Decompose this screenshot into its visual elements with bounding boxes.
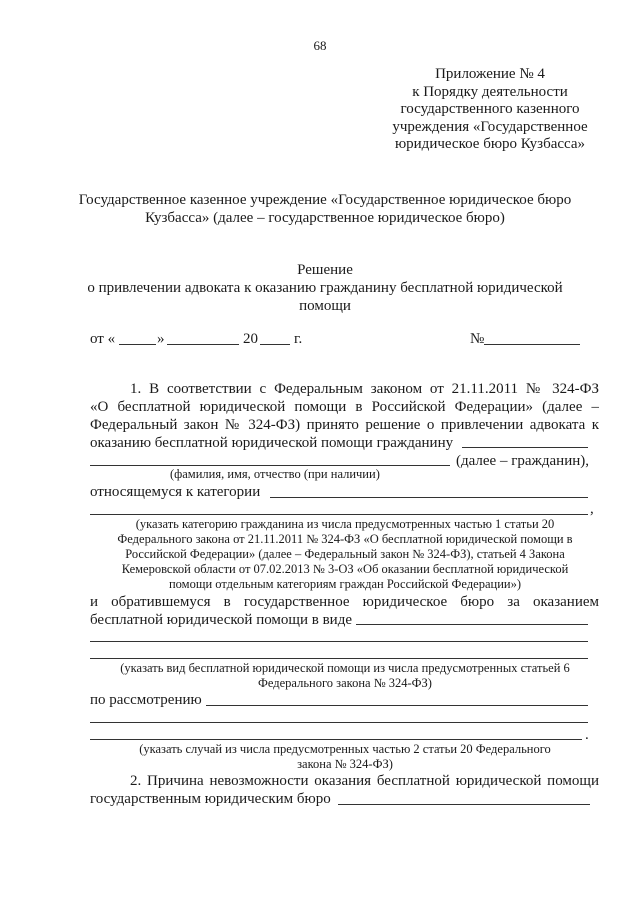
p2-line1: 2. Причина невозможности оказания бесплатной юридической помощи: [130, 773, 599, 789]
p1-line2: «О бесплатной юридической помощи в Российской Федерации» (далее –: [90, 399, 599, 415]
case-caption-line: закона № 324-ФЗ): [297, 757, 393, 771]
case-caption-line: (указать случай из числа предусмотренных частью 2 статьи 20 Федерального: [139, 742, 551, 756]
category-caption-line: Федерального закона от 21.11.2011 № 324-ФЗ «О бесплатной юридической помощи в: [117, 532, 573, 546]
consider-label: по рассмотрению: [90, 692, 202, 708]
help-type-field-3[interactable]: [90, 658, 588, 659]
case-field-3[interactable]: [90, 739, 582, 740]
help-type-field-2[interactable]: [90, 641, 588, 642]
p1-line3: Федеральный закон № 324-ФЗ) принято решение о привлечении адвоката к: [90, 417, 599, 433]
category-caption-line: Российской Федерации» (далее – Федеральный закон № 324-ФЗ), статьей 4 Закона: [125, 547, 565, 561]
date-month-field[interactable]: [167, 344, 239, 345]
appendix-line: учреждения «Государственное: [392, 118, 588, 135]
help-type-caption-line: Федерального закона № 324-ФЗ): [258, 676, 432, 690]
appendix-line: государственного казенного: [400, 101, 580, 118]
help-type-field-start[interactable]: [356, 624, 588, 625]
institution-name-line1: Государственное казенное учреждение «Государственное юридическое бюро: [78, 192, 572, 208]
applied-line2: бесплатной юридической помощи в виде: [90, 612, 352, 628]
appendix-header: [340, 66, 640, 154]
citizen-suffix: (далее – гражданин),: [456, 453, 590, 469]
help-type-caption-line: (указать вид бесплатной юридической помощи из числа предусмотренных статьей 6: [120, 661, 570, 675]
institution-name-line2: Кузбасса» (далее – государственное юридическое бюро): [145, 210, 505, 226]
reason-field[interactable]: [338, 804, 590, 805]
date-year-suffix: г.: [294, 331, 303, 347]
p2-line2: государственным юридическим бюро: [90, 791, 331, 807]
page-number: 68: [313, 38, 327, 53]
category-comma: ,: [590, 501, 594, 517]
decision-number-field[interactable]: [484, 344, 580, 345]
decision-title: Решение: [297, 262, 353, 278]
decision-subject-line1: о привлечении адвоката к оказанию гражданину бесплатной юридической: [87, 280, 563, 296]
case-field-start[interactable]: [206, 705, 588, 706]
category-field[interactable]: [90, 514, 588, 515]
date-from-label: от «: [90, 331, 116, 347]
case-field-2[interactable]: [90, 722, 588, 723]
applied-line1: и обратившемуся в государственное юридическое бюро за оказанием: [90, 594, 599, 610]
appendix-line: юридическое бюро Кузбасса»: [394, 136, 586, 153]
appendix-line: к Порядку деятельности: [412, 83, 568, 100]
p1-line1: 1. В соответствии с Федеральным законом от 21.11.2011 № 324-ФЗ: [130, 381, 599, 397]
number-sign: №: [470, 331, 485, 347]
case-period: .: [585, 727, 589, 743]
citizen-name-field-start[interactable]: [462, 447, 588, 448]
category-label: относящемуся к категории: [90, 484, 261, 500]
category-caption-line: (указать категорию гражданина из числа предусмотренных частью 1 статьи 20: [135, 517, 555, 531]
citizen-name-field[interactable]: [90, 465, 450, 466]
appendix-line: Приложение № 4: [435, 66, 545, 82]
date-year-prefix: 20: [243, 331, 258, 347]
category-field-start[interactable]: [270, 497, 588, 498]
date-close-quote: »: [157, 331, 165, 347]
date-year-field[interactable]: [260, 344, 290, 345]
fio-caption: (фамилия, имя, отчество (при наличии): [170, 467, 380, 481]
p1-line4: оказанию бесплатной юридической помощи гражданину: [90, 435, 454, 451]
category-caption-line: Кемеровской области от 07.02.2013 № 3-ОЗ «Об оказании бесплатной юридической: [121, 562, 569, 576]
category-caption-line: помощи отдельным категориям граждан Российской Федерации»): [168, 577, 522, 591]
date-day-field[interactable]: [119, 344, 156, 345]
decision-subject-line2: помощи: [299, 298, 351, 314]
